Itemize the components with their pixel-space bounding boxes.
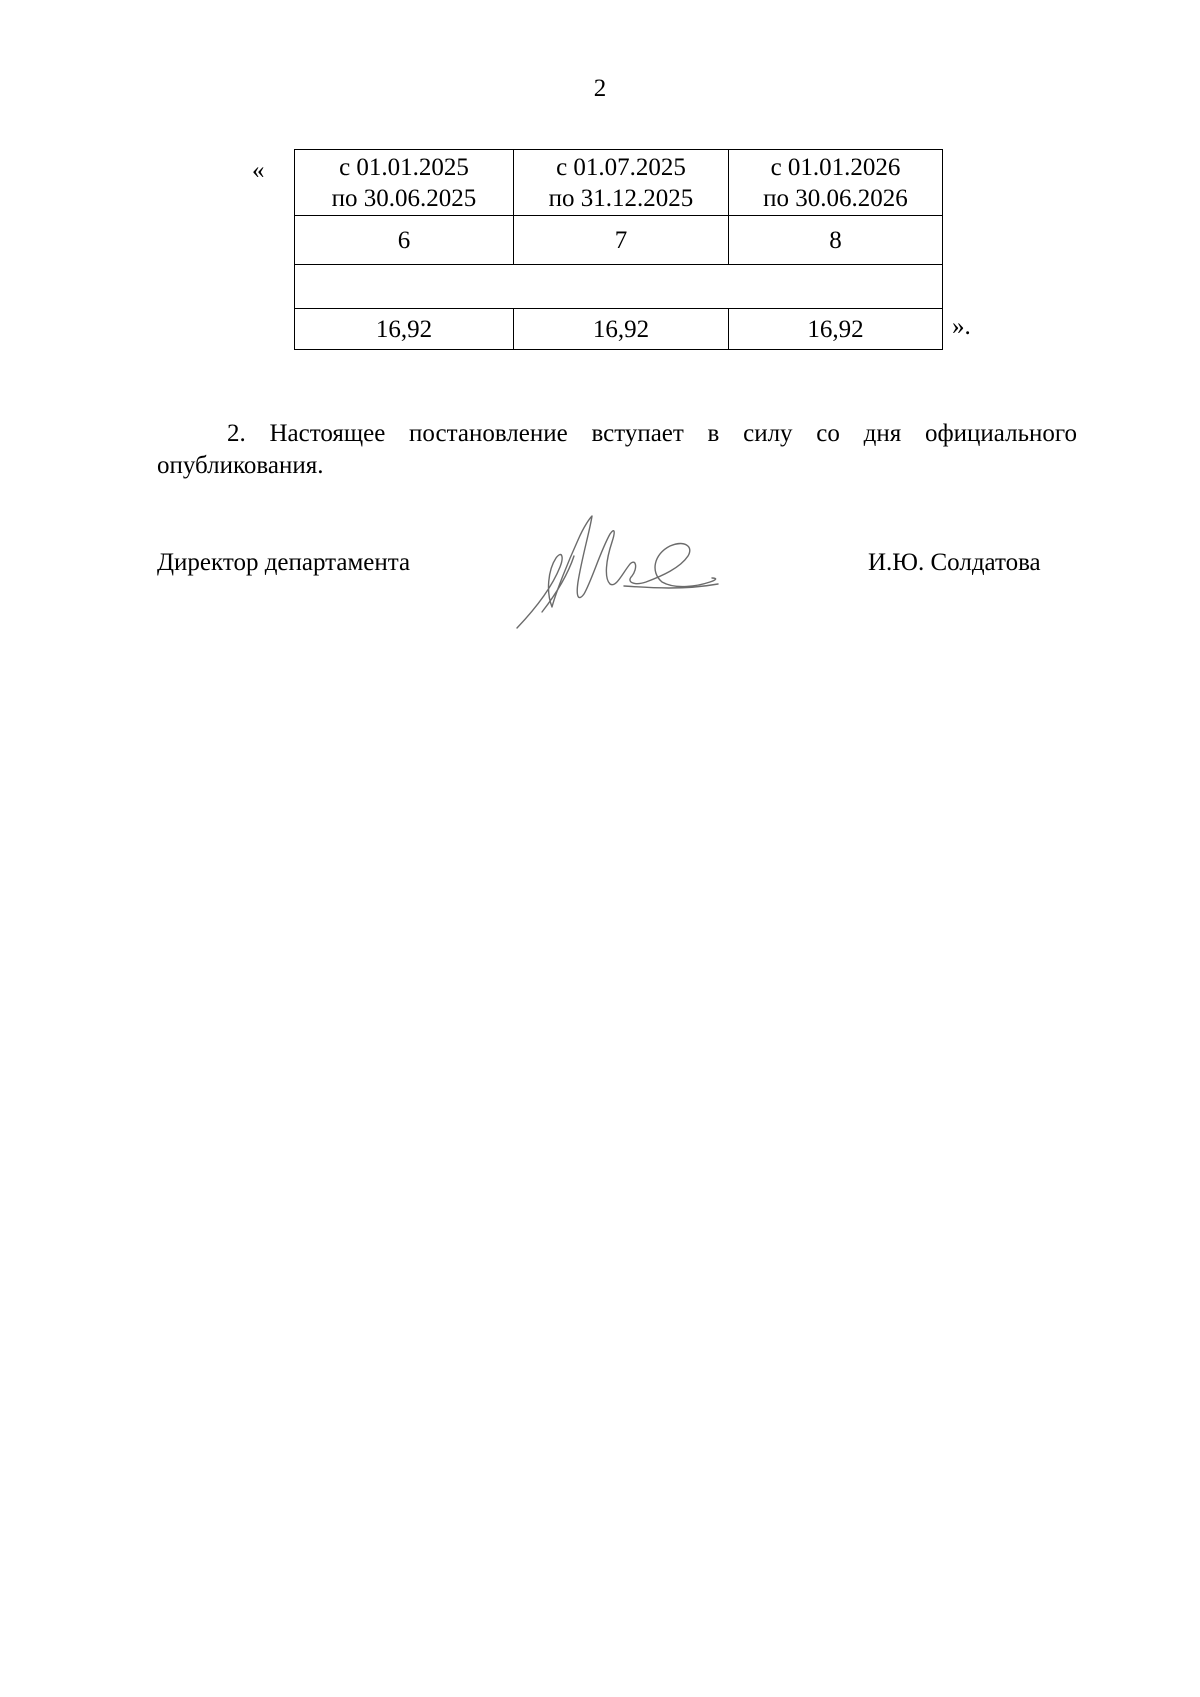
column-number-cell: 6 (295, 216, 514, 265)
table-header-row (295, 150, 943, 216)
empty-row (295, 265, 943, 309)
period-from: с 01.01.2025 (339, 153, 469, 181)
column-number-cell: 7 (514, 216, 729, 265)
quote-close: ». (952, 313, 971, 340)
value-cell: 16,92 (729, 309, 943, 350)
quote-open: « (252, 157, 265, 184)
handwritten-signature (512, 512, 722, 632)
value-cell: 16,92 (295, 309, 514, 350)
period-to: по 30.06.2026 (763, 184, 908, 212)
column-number-cell: 8 (729, 216, 943, 265)
rates-table (294, 149, 943, 350)
column-number-row (295, 216, 943, 265)
period-from: с 01.01.2026 (770, 153, 901, 181)
period-cell (514, 150, 729, 216)
paragraph-text: 2. Настоящее постановление вступает в силу со дня официального опубликования. (157, 420, 1077, 479)
signatory-name: И.Ю. Солдатова (868, 549, 1041, 576)
period-to: по 30.06.2025 (331, 184, 477, 212)
period-to: по 31.12.2025 (548, 184, 694, 212)
period-from: с 01.07.2025 (556, 153, 686, 181)
value-row (295, 309, 943, 350)
paragraph-effective-date (157, 418, 1077, 482)
page-number: 2 (593, 75, 607, 102)
value-cell: 16,92 (514, 309, 729, 350)
period-cell (295, 150, 514, 216)
signatory-title: Директор департамента (157, 549, 411, 576)
period-cell (729, 150, 943, 216)
empty-merged-cell (295, 265, 943, 309)
